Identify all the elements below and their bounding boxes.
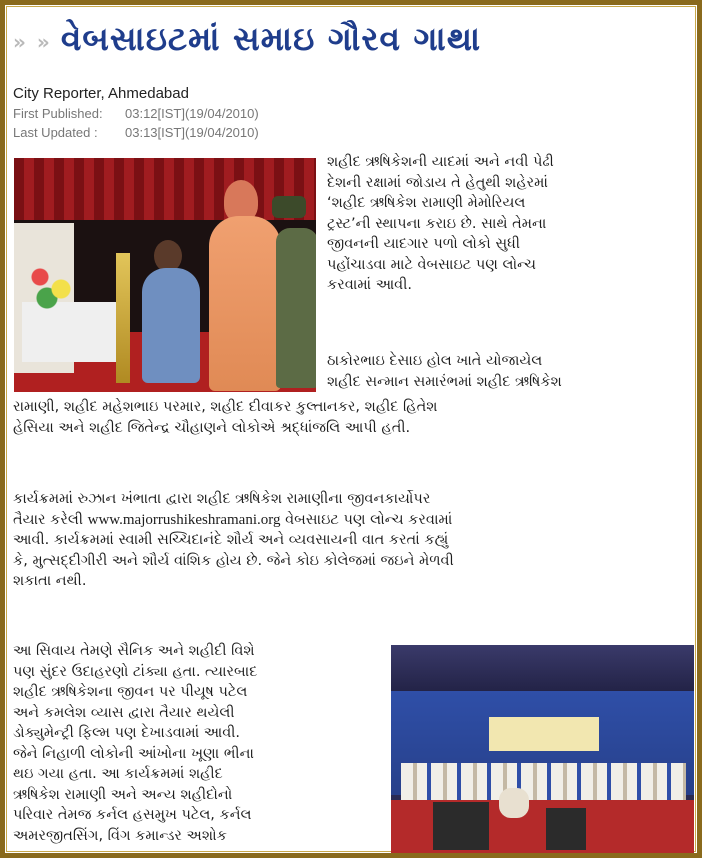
text-line: જીવનની યાદગાર પળો લોકો સુધી (327, 236, 520, 252)
text-line: કાર્યક્રમમાં રુઝાન ખંભાતા દ્વારા શહીદ ઋષિકેશ રામાણીના જીવનકાર્યોપર (13, 491, 431, 507)
text-line: રામાણી, શહીદ મહેશભાઇ પરમાર, શહીદ દીવાકર કુલ્તાનકર, શહીદ હિતેશ (13, 399, 438, 415)
chevrons-icon: » (13, 30, 23, 54)
officer-cap (272, 196, 306, 218)
speaker-box (433, 802, 489, 850)
text-line-with-link: તૈયાર કરેલી www.majorrushikeshramani.org વેબસાઇટ પણ લોન્ચ કરવામાં (13, 511, 453, 528)
speaker-box (546, 808, 586, 850)
website-url[interactable]: www.majorrushikeshramani.org (87, 511, 281, 528)
article-photo-hall-event (391, 645, 694, 858)
first-published-label: First Published: (13, 106, 103, 121)
text-line: થઇ ગયા હતા. આ કાર્યક્રમમાં શહીદ (13, 766, 223, 782)
officer-figure (276, 228, 316, 388)
flower-garland (19, 253, 89, 313)
swami-figure (209, 216, 281, 391)
text-line: શહીદ ઋષિકેશના જીવન પર પીયૂષ પટેલ (13, 684, 248, 700)
text-line: ટ્રસ્ટ’ની સ્થાપના કરાઇ છે. સાથે તેમના (327, 215, 547, 232)
paragraph-3 (13, 489, 697, 592)
musician-figure (499, 788, 529, 818)
seated-guests (401, 763, 686, 803)
text-line: ઋષિકેશ રામાણી અને અન્ય શહીદોનો (13, 786, 233, 803)
text-line: કે, મુત્સદ્દીગીરી અને શૌર્ય વાંશિક હોય છે. જેને કોઇ કોલેજમાં જઇને મેળવી (13, 552, 454, 569)
last-updated-value: 03:13[IST](19/04/2010) (125, 125, 259, 140)
brass-lamp (116, 253, 130, 383)
paragraph-2-rest (13, 397, 697, 438)
paragraph-2-start (327, 351, 697, 392)
text-line: પણ સુંદર ઉદાહરણો ટાંક્યા હતા. ત્યારબાદ (13, 663, 258, 680)
text-line: દેશની રક્ષામાં જોડાય તે હેતુથી શહેરમાં (327, 174, 548, 191)
last-updated-label: Last Updated : (13, 125, 98, 140)
text-line: શહીદ ઋષિકેશની યાદમાં અને નવી પેઢી (327, 154, 554, 170)
text-line: હેસિયા અને શહીદ જિતેન્દ્ર ચૌહાણને લોકોએ શ્રદ્ધાંજલિ આપી હતી. (13, 419, 411, 436)
paragraph-4 (13, 641, 385, 846)
text-line: ડોક્યુમેન્ટ્રી ફિલ્મ પણ દેખાડવામાં આવી. (13, 725, 240, 741)
first-published (13, 106, 259, 121)
text-line: અમરજીતસિંગ, વિંગ કમાન્ડર અશોક (13, 827, 227, 844)
headline (13, 17, 689, 61)
woman-figure (142, 268, 200, 383)
text-line: પરિવાર તેમજ કર્નલ હસમુખ પટેલ, કર્નલ (13, 807, 252, 823)
byline: City Reporter, Ahmedabad (13, 85, 189, 102)
last-updated (13, 125, 259, 140)
headline-title: વેબસાઇટમાં સમાઇ ગૌરવ ગાથા (60, 19, 482, 58)
text-line: શકાતા નથી. (13, 573, 87, 589)
text-line: ‘શહીદ ઋષિકેશ રામાણી મેમોરિયલ (327, 195, 526, 211)
paragraph-1 (327, 152, 697, 296)
chevrons-icon-second: » (36, 30, 47, 54)
text-line: કરવામાં આવી. (327, 277, 412, 293)
text-line: જેને નિહાળી લોકોની આંખોના ખૂણા ભીના (13, 745, 254, 762)
first-published-value: 03:12[IST](19/04/2010) (125, 106, 259, 121)
text-line: આવી. કાર્યક્રમમાં સ્વામી સચ્ચિદાનંદે શૌર્ય અને વ્યવસાયની વાત કરતાં કહ્યું (13, 532, 449, 548)
text-line: શહીદ સન્માન સમારંભમાં શહીદ ઋષિકેશ (327, 373, 562, 390)
text-line: ઠાકોરભાઇ દેસાઇ હોલ ખાતે યોજાયેલ (327, 353, 543, 369)
text-line: આ સિવાય તેમણે સૈનિક અને શહીદી વિશે (13, 643, 255, 659)
stage-curtain (14, 158, 316, 220)
hall-ceiling (391, 645, 694, 691)
article-photo-lamp-lighting (14, 158, 316, 392)
text-line: અને કમલેશ વ્યાસ દ્વારા તૈયાર થયેલી (13, 704, 235, 721)
text-line: પહોંચાડવા માટે વેબસાઇટ પણ લોન્ચ (327, 256, 536, 273)
stage-banner (489, 717, 599, 751)
